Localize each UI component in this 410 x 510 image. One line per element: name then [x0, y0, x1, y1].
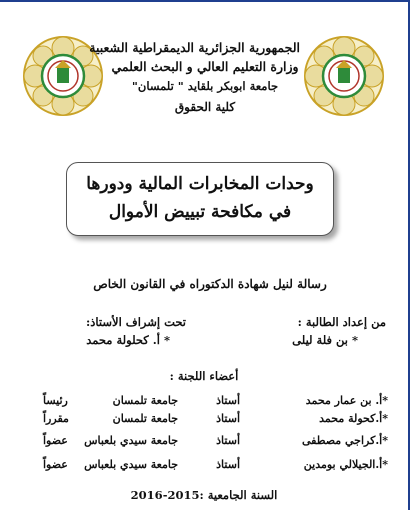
member-rank: أستاذ [216, 394, 240, 407]
ministry-heading: وزارة التعليم العالي و البحث العلمي [111, 59, 299, 74]
member-rank: أستاذ [216, 412, 240, 425]
member-name: *أ.كحولة محمد [319, 412, 388, 425]
member-university: جامعة سيدي بلعباس [84, 434, 178, 447]
university-heading: جامعة ابوبكر بلقايد " تلمسان" [131, 79, 279, 93]
student-name: * بن فلة ليلى [292, 333, 358, 347]
member-name: *أ.الجيلالي بومدين [303, 458, 388, 471]
committee-heading: أعضاء اللجنة : [169, 369, 239, 383]
thesis-title-line-1: وحدات المخابرات المالية ودورها [86, 174, 314, 194]
committee-member-row [0, 458, 410, 474]
faculty-heading: كلية الحقوق [174, 100, 236, 114]
member-rank: أستاذ [216, 458, 240, 471]
member-university: جامعة تلمسان [112, 412, 178, 425]
member-university: جامعة تلمسان [112, 394, 178, 407]
committee-member-row [0, 434, 410, 450]
member-name: *أ.كراجي مصطفى [302, 434, 388, 447]
member-name: *أ. بن عمار محمد [305, 394, 388, 407]
academic-year: السنة الجامعية :2015-2016 [130, 488, 278, 502]
committee-member-row [0, 412, 410, 428]
member-role: مقرراً [43, 412, 69, 425]
prepared-by-label: من إعداد الطالبة : [297, 315, 386, 329]
thesis-statement: رسالة لنيل شهادة الدكتوراه في القانون الخاص [93, 277, 327, 291]
member-role: رئيساً [43, 394, 68, 407]
member-role: عضواً [43, 458, 68, 471]
member-rank: أستاذ [216, 434, 240, 447]
thesis-title-line-2: في مكافحة تبييض الأموال [108, 202, 292, 222]
thesis-title-box [66, 162, 334, 236]
committee-member-row [0, 394, 410, 410]
university-crest-right-icon [303, 35, 385, 117]
republic-heading: الجمهورية الجزائرية الديمقراطية الشعبية [89, 40, 300, 55]
supervisor-label: تحت إشراف الأستاذ: [86, 315, 186, 329]
member-role: عضواً [43, 434, 68, 447]
member-university: جامعة سيدي بلعباس [84, 458, 178, 471]
supervisor-name: * أ. كحلولة محمد [86, 333, 170, 347]
